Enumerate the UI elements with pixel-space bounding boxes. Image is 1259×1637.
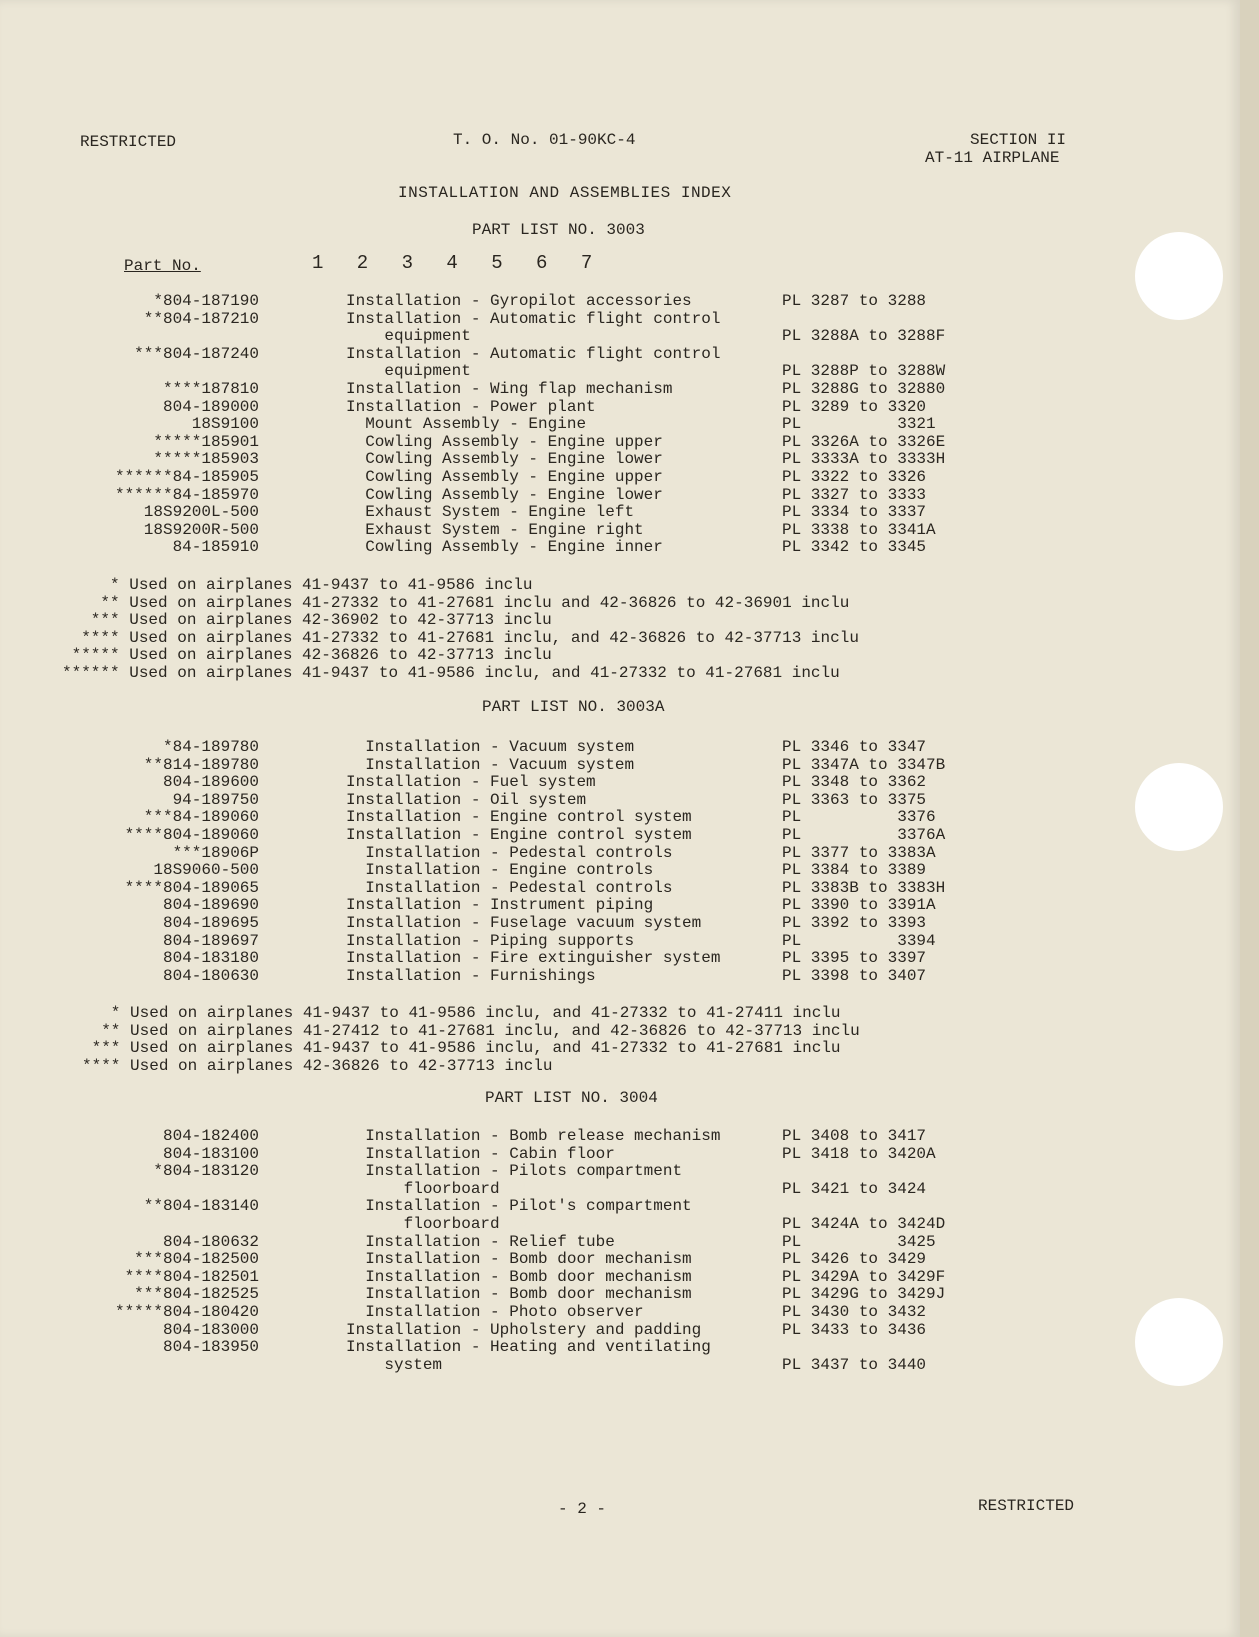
part-description: Installation - Bomb door mechanism xyxy=(346,1285,692,1304)
part-number: **814-189780 xyxy=(143,755,259,774)
footnote: ***** Used on airplanes 42-36826 to 42-37713 inclu xyxy=(62,646,552,665)
part-description: Installation - Wing flap mechanism xyxy=(346,380,673,398)
part-number: 804-183180 xyxy=(162,949,259,968)
part-description: Cowling Assembly - Engine upper xyxy=(346,432,663,451)
part-number: ******84-185905 xyxy=(114,468,259,486)
part-description: Installation - Furnishings xyxy=(346,966,596,985)
part-list-reference: PL 3327 to 3333 xyxy=(782,485,927,504)
header-section: SECTION II xyxy=(970,131,1067,149)
part-number: *804-187190 xyxy=(153,292,259,310)
part-description: Cowling Assembly - Engine upper xyxy=(346,468,663,486)
part-description: Installation - Heating and ventilating xyxy=(346,1338,711,1357)
part-number xyxy=(0,1180,259,1198)
part-number xyxy=(0,327,259,345)
part-number: 18S9200R-500 xyxy=(143,520,259,539)
part-description: Exhaust System - Engine right xyxy=(346,520,644,539)
part-list-reference: PL 3377 to 3383A xyxy=(782,843,936,862)
part-number: ***804-182525 xyxy=(134,1285,259,1304)
part-description: Installation - Bomb door mechanism xyxy=(346,1267,692,1286)
part-description: Installation - Pedestal controls xyxy=(346,843,673,862)
header-airplane: AT-11 AIRPLANE xyxy=(925,149,1060,167)
part-description: Installation - Relief tube xyxy=(346,1232,615,1251)
footnote: * Used on airplanes 41-9437 to 41-9586 inclu, and 41-27332 to 41-27411 inclu xyxy=(82,1004,841,1022)
page-title: INSTALLATION AND ASSEMBLIES INDEX xyxy=(398,184,732,202)
header-to-number: T. O. No. 01-90KC-4 xyxy=(453,131,636,149)
footnote: ** Used on airplanes 41-27412 to 41-27681 inclu, and 42-36826 to 42-37713 inclu xyxy=(82,1021,860,1040)
part-list-heading: PART LIST NO. 3003 xyxy=(472,221,645,239)
page-edge xyxy=(1240,0,1259,1637)
part-list-reference: PL 3289 to 3320 xyxy=(782,397,927,416)
part-description: Installation - Pilot's compartment xyxy=(346,1197,692,1216)
part-number: 804-183100 xyxy=(162,1144,259,1163)
part-description: Installation - Vacuum system xyxy=(346,738,635,756)
part-description: Installation - Bomb release mechanism xyxy=(346,1127,721,1145)
part-list-reference: PL 3334 to 3337 xyxy=(782,503,927,522)
part-description: system xyxy=(346,1355,443,1374)
part-description: Installation - Gyropilot accessories xyxy=(346,292,692,310)
part-list-reference: PL 3348 to 3362 xyxy=(782,773,927,792)
part-list-reference: PL 3430 to 3432 xyxy=(782,1303,927,1321)
binder-hole-middle xyxy=(1135,763,1223,851)
part-number: 804-182400 xyxy=(162,1127,259,1145)
part-description: Installation - Vacuum system xyxy=(346,755,635,774)
part-number: 804-189600 xyxy=(162,773,259,792)
part-number: *804-183120 xyxy=(153,1162,259,1181)
part-list-reference: PL 3363 to 3375 xyxy=(782,790,927,809)
footnote: * Used on airplanes 41-9437 to 41-9586 inclu xyxy=(62,576,533,594)
part-description: floorboard xyxy=(346,1215,500,1233)
part-number xyxy=(0,362,259,380)
part-list-reference: PL 3288P to 3288W xyxy=(782,362,946,381)
part-description: Installation - Fuel system xyxy=(346,773,596,792)
part-description: equipment xyxy=(346,327,471,346)
part-list-reference: PL 3437 to 3440 xyxy=(782,1355,927,1374)
part-description: Installation - Oil system xyxy=(346,790,587,809)
part-description: Installation - Fuselage vacuum system xyxy=(346,914,702,932)
part-list-reference: PL 3390 to 3391A xyxy=(782,896,936,915)
part-description: Installation - Piping supports xyxy=(346,931,635,950)
part-number: ****804-182501 xyxy=(124,1267,259,1286)
part-number xyxy=(0,1356,259,1374)
part-number: *****804-180420 xyxy=(114,1303,259,1321)
page-number: - 2 - xyxy=(558,1500,607,1518)
part-list-reference: PL 3322 to 3326 xyxy=(782,468,927,486)
part-number: 804-180632 xyxy=(162,1232,259,1251)
part-number: 804-183950 xyxy=(162,1338,259,1357)
part-description: Installation - Cabin floor xyxy=(346,1144,615,1163)
part-number: 804-189697 xyxy=(162,931,259,950)
footnote: ** Used on airplanes 41-27332 to 41-27681 inclu and 42-36826 to 42-36901 inclu xyxy=(62,593,850,612)
part-number: *84-189780 xyxy=(162,738,259,756)
part-list-reference: PL 3421 to 3424 xyxy=(782,1179,927,1198)
part-description: Cowling Assembly - Engine inner xyxy=(346,538,663,557)
part-list-reference: PL 3408 to 3417 xyxy=(782,1127,927,1145)
part-number: 84-185910 xyxy=(172,538,259,557)
footer-restricted: RESTRICTED xyxy=(978,1497,1075,1515)
part-number: ***84-189060 xyxy=(143,808,259,827)
part-description: Installation - Instrument piping xyxy=(346,896,654,915)
part-number: ****804-189060 xyxy=(124,826,259,844)
part-description: Installation - Engine controls xyxy=(346,861,654,880)
part-number: ***804-182500 xyxy=(134,1250,259,1269)
part-description: Installation - Fire extinguisher system xyxy=(346,949,721,968)
part-number: 18S9060-500 xyxy=(153,861,259,880)
footnote: **** Used on airplanes 42-36826 to 42-37713 inclu xyxy=(82,1056,553,1075)
part-description: Cowling Assembly - Engine lower xyxy=(346,485,663,504)
footnote: ****** Used on airplanes 41-9437 to 41-9586 inclu, and 41-27332 to 41-27681 inclu xyxy=(62,664,840,682)
part-number: ******84-185970 xyxy=(114,485,259,504)
part-number: 804-189000 xyxy=(162,397,259,416)
part-number: 804-189690 xyxy=(162,896,259,915)
part-list-heading: PART LIST NO. 3004 xyxy=(485,1089,658,1107)
header-restricted: RESTRICTED xyxy=(80,133,177,151)
part-description: Installation - Photo observer xyxy=(346,1303,644,1321)
part-number: 804-183000 xyxy=(162,1320,259,1339)
level-column-header: 1 2 3 4 5 6 7 xyxy=(312,252,604,274)
part-description: Installation - Automatic flight control xyxy=(346,309,721,328)
part-list-reference: PL 3338 to 3341A xyxy=(782,520,936,539)
footnote: *** Used on airplanes 42-36902 to 42-37713 inclu xyxy=(62,611,552,630)
footnote: **** Used on airplanes 41-27332 to 41-27681 inclu, and 42-36826 to 42-37713 inclu xyxy=(62,628,859,647)
part-list-reference: PL 3398 to 3407 xyxy=(782,966,927,985)
part-number: ***18906P xyxy=(172,843,259,862)
part-list-reference: PL 3288G to 32880 xyxy=(782,380,946,398)
part-number: **804-187210 xyxy=(143,309,259,328)
part-list-reference: PL 3287 to 3288 xyxy=(782,292,927,310)
part-description: Installation - Bomb door mechanism xyxy=(346,1250,692,1269)
part-description: Installation - Power plant xyxy=(346,397,596,416)
part-number: *****185903 xyxy=(153,450,259,469)
part-number: 804-189695 xyxy=(162,914,259,932)
part-list-reference: PL 3347A to 3347B xyxy=(782,755,946,774)
part-list-reference: PL 3418 to 3420A xyxy=(782,1144,936,1163)
part-description: Exhaust System - Engine left xyxy=(346,503,635,522)
binder-hole-bottom xyxy=(1135,1298,1223,1386)
part-list-reference: PL 3376 xyxy=(782,808,936,827)
part-list-reference: PL 3429G to 3429J xyxy=(782,1285,946,1304)
part-list-reference: PL 3288A to 3288F xyxy=(782,327,946,346)
part-number: 804-180630 xyxy=(162,966,259,985)
part-description: equipment xyxy=(346,362,471,381)
binder-hole-top xyxy=(1135,232,1223,320)
part-description: Installation - Pedestal controls xyxy=(346,878,673,897)
part-list-heading: PART LIST NO. 3003A xyxy=(482,698,665,716)
footnote: *** Used on airplanes 41-9437 to 41-9586 inclu, and 41-27332 to 41-27681 inclu xyxy=(82,1039,841,1058)
part-list-reference: PL 3346 to 3347 xyxy=(782,738,927,756)
part-list-reference: PL 3392 to 3393 xyxy=(782,914,927,932)
part-description: Cowling Assembly - Engine lower xyxy=(346,450,663,469)
part-number: *****185901 xyxy=(153,432,259,451)
part-list-reference: PL 3425 xyxy=(782,1232,936,1251)
part-description: Installation - Upholstery and padding xyxy=(346,1320,702,1339)
part-description: floorboard xyxy=(346,1179,500,1198)
part-number: ****187810 xyxy=(162,380,259,398)
part-list-reference: PL 3376A xyxy=(782,826,946,844)
part-number: 18S9200L-500 xyxy=(143,503,259,522)
part-list-reference: PL 3342 to 3345 xyxy=(782,538,927,557)
part-no-column-header: Part No. xyxy=(124,257,201,275)
part-number xyxy=(0,1215,259,1233)
part-description: Mount Assembly - Engine xyxy=(346,415,587,434)
part-list-reference: PL 3433 to 3436 xyxy=(782,1320,927,1339)
part-list-reference: PL 3424A to 3424D xyxy=(782,1215,946,1233)
part-description: Installation - Engine control system xyxy=(346,826,692,844)
part-list-reference: PL 3394 xyxy=(782,931,936,950)
part-number: **804-183140 xyxy=(143,1197,259,1216)
part-list-reference: PL 3321 xyxy=(782,415,936,434)
part-number: 18S9100 xyxy=(191,415,259,434)
part-list-reference: PL 3384 to 3389 xyxy=(782,861,927,880)
part-list-reference: PL 3326A to 3326E xyxy=(782,432,946,451)
part-list-reference: PL 3426 to 3429 xyxy=(782,1250,927,1269)
part-description: Installation - Pilots compartment xyxy=(346,1162,683,1181)
part-list-reference: PL 3429A to 3429F xyxy=(782,1267,946,1286)
part-number: ****804-189065 xyxy=(124,878,259,897)
part-list-reference: PL 3333A to 3333H xyxy=(782,450,946,469)
part-list-reference: PL 3395 to 3397 xyxy=(782,949,927,968)
part-description: Installation - Automatic flight control xyxy=(346,344,721,363)
part-list-reference: PL 3383B to 3383H xyxy=(782,878,946,897)
part-description: Installation - Engine control system xyxy=(346,808,692,827)
part-number: ***804-187240 xyxy=(134,344,259,363)
part-number: 94-189750 xyxy=(172,790,259,809)
